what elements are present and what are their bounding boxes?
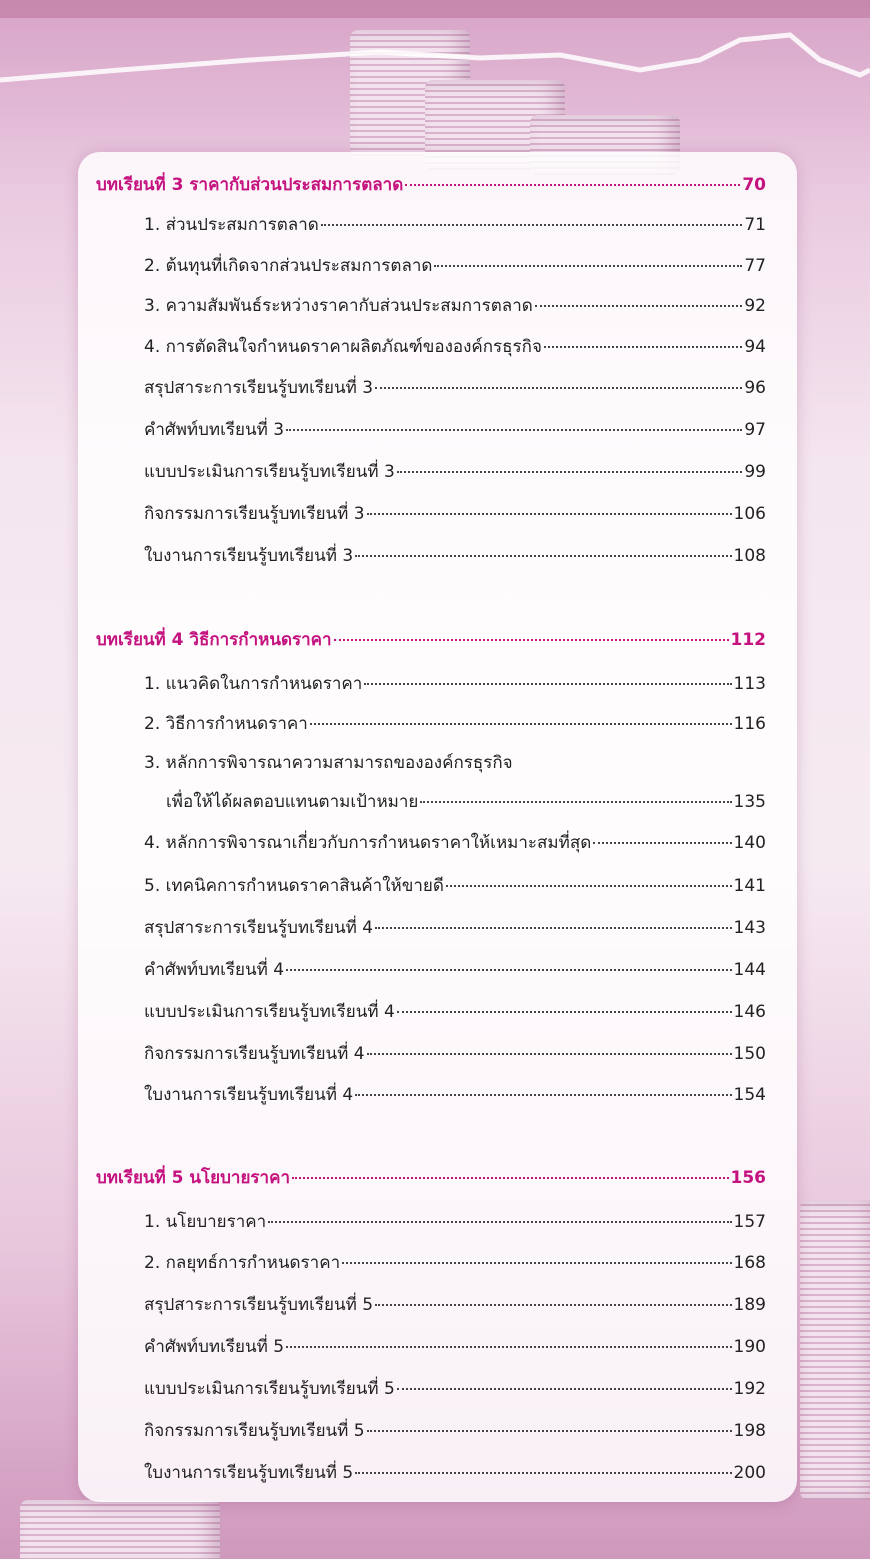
- toc-entry-page-number: 192: [733, 1379, 766, 1399]
- toc-entry-label: 1. แนวคิดในการกำหนดราคา: [144, 674, 363, 694]
- chapter-heading-page-number: 156: [730, 1168, 766, 1188]
- chapter-heading[interactable]: [96, 171, 766, 198]
- dot-leader: [367, 513, 732, 515]
- toc-entry[interactable]: [144, 1375, 766, 1402]
- dot-leader: [375, 927, 731, 929]
- toc-entry-page-number: 92: [744, 296, 766, 316]
- toc-entry-page-number: 97: [744, 420, 766, 440]
- toc-entry[interactable]: [144, 333, 766, 360]
- toc-entry-label: เพื่อให้ได้ผลตอบแทนตามเป้าหมาย: [166, 792, 419, 812]
- toc-entry[interactable]: [144, 1333, 766, 1360]
- market-chart-line: [0, 0, 870, 160]
- toc-entry[interactable]: [144, 1249, 766, 1276]
- toc-entry-label: 2. วิธีการกำหนดราคา: [144, 714, 308, 734]
- dot-leader: [420, 801, 731, 803]
- toc-entry[interactable]: [144, 1417, 766, 1444]
- toc-entry-label: สรุปสาระการเรียนรู้บทเรียนที่ 3: [144, 378, 374, 398]
- toc-entry-label: 4. หลักการพิจารณาเกี่ยวกับการกำหนดราคาให้เหมาะสมที่สุด: [144, 833, 592, 853]
- toc-entry[interactable]: [144, 500, 766, 527]
- toc-entry-label: คำศัพท์บทเรียนที่ 4: [144, 960, 285, 980]
- toc-entry-page-number: 146: [733, 1002, 766, 1022]
- dot-leader: [397, 1388, 732, 1390]
- dot-leader: [375, 387, 742, 389]
- toc-entry[interactable]: [144, 998, 766, 1025]
- dot-leader: [292, 1177, 729, 1179]
- toc-entry-page-number: 113: [733, 674, 766, 694]
- toc-entry-page-number: 135: [733, 792, 766, 812]
- toc-entry[interactable]: [144, 670, 766, 697]
- toc-entry[interactable]: [144, 1459, 766, 1486]
- toc-entry-label: 3. หลักการพิจารณาความสามารถขององค์กรธุรกิจ: [144, 753, 513, 773]
- dot-leader: [397, 1011, 732, 1013]
- toc-entry[interactable]: [144, 252, 766, 279]
- toc-entry-label: 1. นโยบายราคา: [144, 1212, 267, 1232]
- dot-leader: [593, 842, 731, 844]
- toc-entry-page-number: 168: [733, 1253, 766, 1273]
- toc-entry-label: แบบประเมินการเรียนรู้บทเรียนที่ 5: [144, 1379, 395, 1399]
- toc-entry-label: 2. กลยุทธ์การกำหนดราคา: [144, 1253, 341, 1273]
- toc-entry[interactable]: [144, 872, 766, 899]
- toc-entry-label: 3. ความสัมพันธ์ระหว่างราคากับส่วนประสมการตลาด: [144, 296, 533, 316]
- toc-entry-page-number: 157: [733, 1212, 766, 1232]
- toc-entry-label: 1. ส่วนประสมการตลาด: [144, 215, 319, 235]
- toc-entry-page-number: 154: [733, 1085, 766, 1105]
- toc-entry[interactable]: [144, 710, 766, 737]
- chapter-heading-page-number: 112: [730, 630, 766, 650]
- toc-entry[interactable]: [144, 829, 766, 856]
- toc-entry-page-number: 71: [744, 215, 766, 235]
- toc-entry-label: คำศัพท์บทเรียนที่ 5: [144, 1337, 285, 1357]
- toc-entry[interactable]: [144, 1040, 766, 1067]
- dot-leader: [367, 1430, 732, 1432]
- toc-entry-page-number: 140: [733, 833, 766, 853]
- dot-leader: [286, 1346, 731, 1348]
- coin-stack: [800, 1200, 870, 1500]
- dot-leader: [268, 1221, 731, 1223]
- coin-stack: [20, 1500, 220, 1559]
- dot-leader: [355, 1094, 731, 1096]
- toc-entry[interactable]: [144, 956, 766, 983]
- toc-entry-label: ใบงานการเรียนรู้บทเรียนที่ 3: [144, 546, 354, 566]
- toc-entry-label: ใบงานการเรียนรู้บทเรียนที่ 5: [144, 1463, 354, 1483]
- toc-entry-page-number: 144: [733, 960, 766, 980]
- toc-entry-page-number: 150: [733, 1044, 766, 1064]
- toc-entry-page-number: 96: [744, 378, 766, 398]
- chapter-heading-label: บทเรียนที่ 5 นโยบายราคา: [96, 1168, 290, 1188]
- toc-entry-label: สรุปสาระการเรียนรู้บทเรียนที่ 5: [144, 1295, 374, 1315]
- dot-leader: [286, 429, 742, 431]
- dot-leader: [355, 1472, 731, 1474]
- dot-leader: [434, 265, 742, 267]
- dot-leader: [375, 1304, 731, 1306]
- dot-leader: [364, 683, 731, 685]
- toc-entry-page-number: 200: [733, 1463, 766, 1483]
- toc-entry-page-number: 77: [744, 256, 766, 276]
- toc-entry-page-number: 189: [733, 1295, 766, 1315]
- dot-leader: [342, 1262, 731, 1264]
- toc-entry-page-number: 198: [733, 1421, 766, 1441]
- toc-entry-label: แบบประเมินการเรียนรู้บทเรียนที่ 4: [144, 1002, 395, 1022]
- toc-entry-label: กิจกรรมการเรียนรู้บทเรียนที่ 4: [144, 1044, 365, 1064]
- toc-panel: [78, 152, 797, 1502]
- toc-entry[interactable]: [144, 914, 766, 941]
- toc-entry-label: แบบประเมินการเรียนรู้บทเรียนที่ 3: [144, 462, 395, 482]
- toc-entry-page-number: 141: [733, 876, 766, 896]
- chapter-heading[interactable]: [96, 626, 766, 653]
- toc-entry-label: 5. เทคนิคการกำหนดราคาสินค้าให้ขายดี: [144, 876, 444, 896]
- toc-entry-label: 2. ต้นทุนที่เกิดจากส่วนประสมการตลาด: [144, 256, 433, 276]
- toc-entry-label: กิจกรรมการเรียนรู้บทเรียนที่ 3: [144, 504, 365, 524]
- dot-leader: [446, 885, 732, 887]
- toc-entry-page-number: 108: [733, 546, 766, 566]
- dot-leader: [367, 1053, 732, 1055]
- chapter-heading[interactable]: [96, 1164, 766, 1191]
- chapter-heading-page-number: 70: [742, 175, 766, 195]
- toc-entry[interactable]: [144, 292, 766, 319]
- dot-leader: [310, 723, 732, 725]
- toc-entry[interactable]: [166, 788, 766, 815]
- toc-entry[interactable]: [144, 1291, 766, 1318]
- toc-entry[interactable]: [144, 374, 766, 401]
- toc-entry[interactable]: [144, 542, 766, 569]
- toc-entry[interactable]: [144, 749, 766, 776]
- dot-leader: [355, 555, 731, 557]
- toc-entry-label: สรุปสาระการเรียนรู้บทเรียนที่ 4: [144, 918, 374, 938]
- toc-entry-page-number: 143: [733, 918, 766, 938]
- dot-leader: [535, 305, 743, 307]
- toc-entry[interactable]: [144, 458, 766, 485]
- dot-leader: [321, 224, 743, 226]
- toc-entry[interactable]: [144, 416, 766, 443]
- chapter-heading-label: บทเรียนที่ 3 ราคากับส่วนประสมการตลาด: [96, 175, 404, 195]
- toc-entry-page-number: 106: [733, 504, 766, 524]
- dot-leader: [544, 346, 742, 348]
- toc-entry[interactable]: [144, 211, 766, 238]
- toc-entry[interactable]: [144, 1081, 766, 1108]
- dot-leader: [286, 969, 731, 971]
- dot-leader: [397, 471, 743, 473]
- dot-leader: [405, 184, 740, 186]
- toc-entry-label: กิจกรรมการเรียนรู้บทเรียนที่ 5: [144, 1421, 365, 1441]
- chapter-heading-label: บทเรียนที่ 4 วิธีการกำหนดราคา: [96, 630, 332, 650]
- toc-entry-label: คำศัพท์บทเรียนที่ 3: [144, 420, 285, 440]
- toc-entry-label: 4. การตัดสินใจกำหนดราคาผลิตภัณฑ์ขององค์กรธุรกิจ: [144, 337, 542, 357]
- toc-entry-page-number: 94: [744, 337, 766, 357]
- toc-entry-page-number: 190: [733, 1337, 766, 1357]
- toc-entry-page-number: 99: [744, 462, 766, 482]
- toc-entry-label: ใบงานการเรียนรู้บทเรียนที่ 4: [144, 1085, 354, 1105]
- dot-leader: [334, 639, 729, 641]
- toc-entry[interactable]: [144, 1208, 766, 1235]
- toc-entry-page-number: 116: [733, 714, 766, 734]
